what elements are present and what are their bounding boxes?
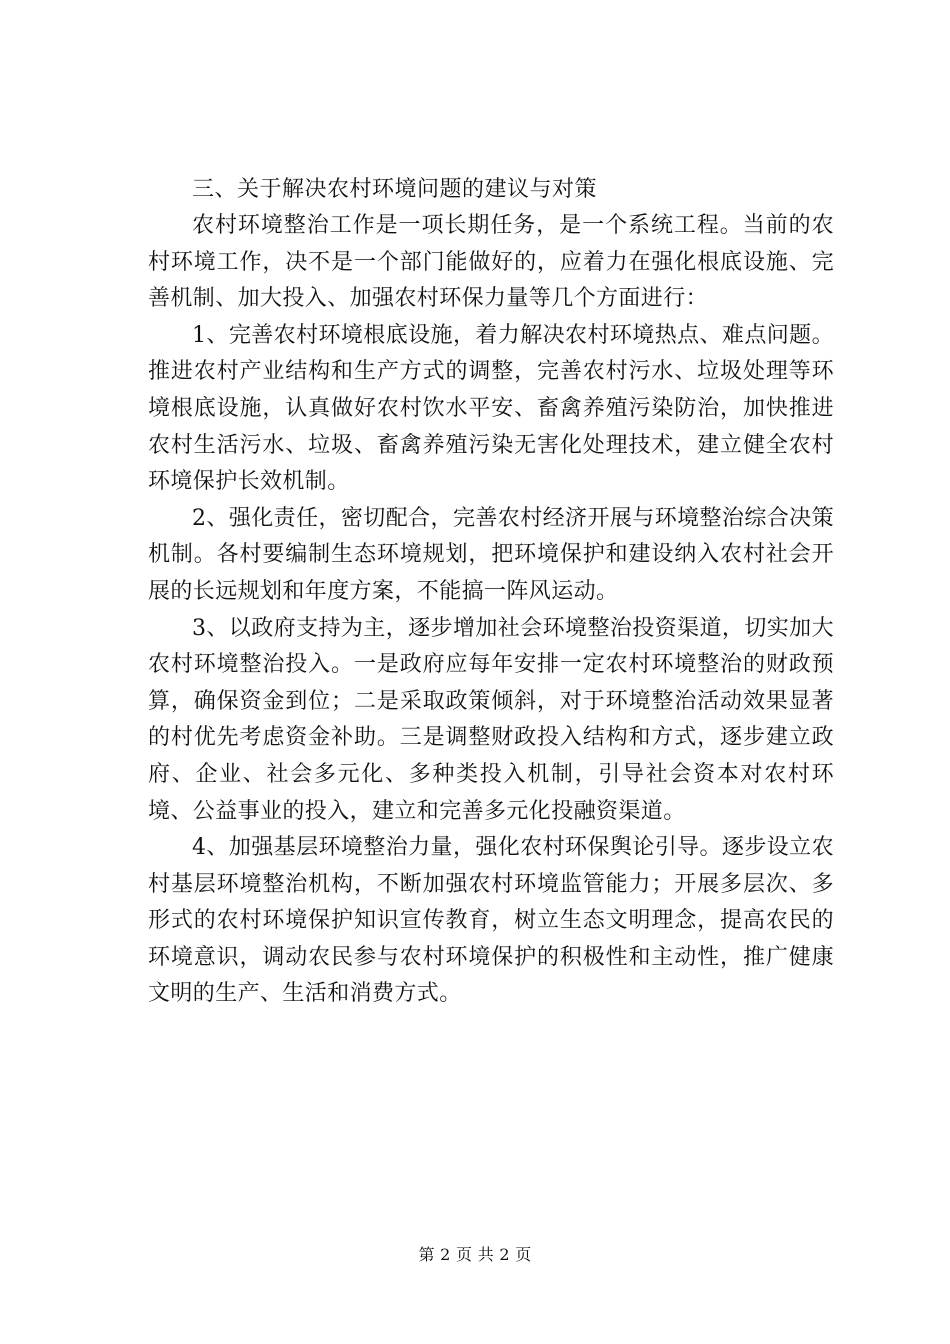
document-body [148, 172, 834, 1013]
paragraph-intro: 农村环境整治工作是一项长期任务，是一个系统工程。当前的农村环境工作，决不是一个部门能做好的，应着力在强化根底设施、完善机制、加大投入、加强农村环保力量等几个方面进行： [148, 213, 834, 312]
page-number-footer: 第 2 页 共 2 页 [418, 1245, 532, 1264]
paragraph-item-1: 1、完善农村环境根底设施，着力解决农村环境热点、难点问题。推进农村产业结构和生产方式的调整，完善农村污水、垃圾处理等环境根底设施，认真做好农村饮水平安、畜禽养殖污染防治，加快推进农村生活污水、垃圾、畜禽养殖污染无害化处理技术，建立健全农村环境保护长效机制。 [148, 322, 834, 495]
paragraph-item-4: 4、加强基层环境整治力量，强化农村环保舆论引导。逐步设立农村基层环境整治机构，不断加强农村环境监管能力；开展多层次、多形式的农村环境保护知识宣传教育，树立生态文明理念，提高农民的环境意识，调动农民参与农村环境保护的积极性和主动性，推广健康文明的生产、生活和消费方式。 [148, 835, 834, 1007]
paragraph-item-3: 3、以政府支持为主，逐步增加社会环境整治投资渠道，切实加大农村环境整治投入。一是政府应每年安排一定农村环境整治的财政预算，确保资金到位；二是采取政策倾斜，对于环境整治活动效果显著的村优先考虑资金补助。三是调整财政投入结构和方式，逐步建立政府、企业、社会多元化、多种类投入机制，引导社会资本对农村环境、公益事业的投入，建立和完善多元化投融资渠道。 [148, 615, 834, 824]
paragraph-item-2: 2、强化责任，密切配合，完善农村经济开展与环境整治综合决策机制。各村要编制生态环境规划，把环境保护和建设纳入农村社会开展的长远规划和年度方案，不能搞一阵风运动。 [148, 505, 834, 604]
section-heading: 三、关于解决农村环境问题的建议与对策 [192, 177, 598, 202]
